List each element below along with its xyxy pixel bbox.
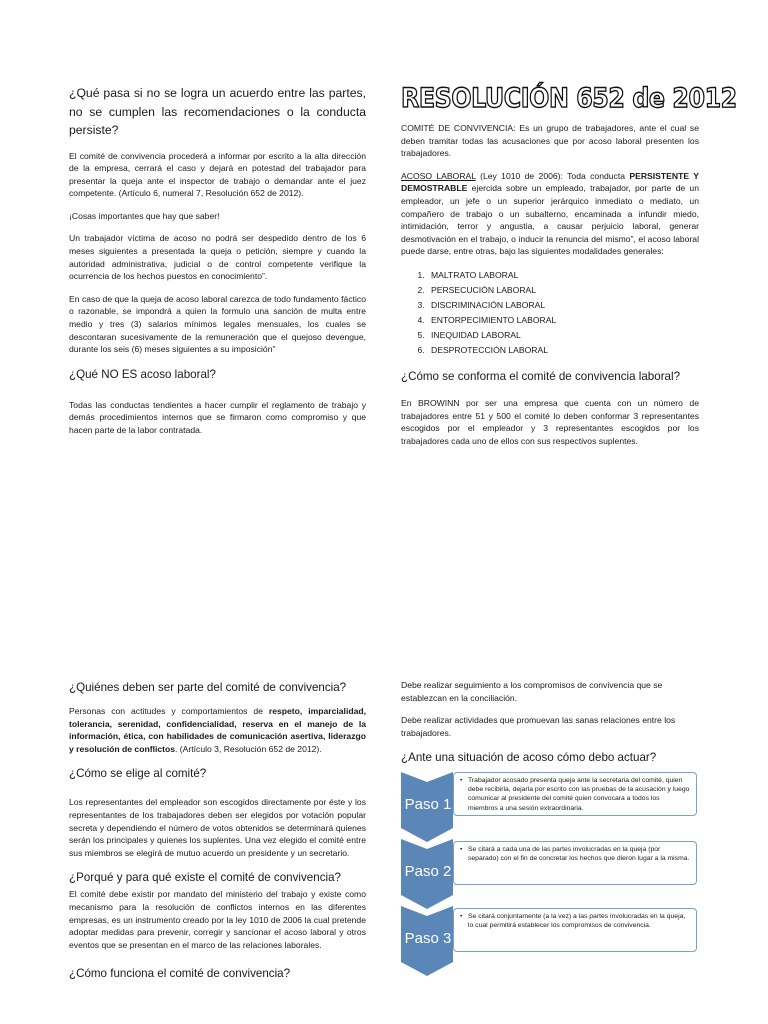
step-label: Paso 3 bbox=[404, 930, 452, 947]
paragraph-committee-formation: En BROWINN por ser una empresa que cuenta con un número de trabajadores entre 51 y 500 el comité lo deben conformar 3 representantes escogidos por el empleador y 3 representantes escogidos por los trabajadores cada uno de ellos con sus respectivos suplentes. bbox=[401, 397, 699, 446]
left-top-column bbox=[69, 84, 366, 447]
list-item: 6. DESPROTECCIÓN LABORAL bbox=[427, 343, 699, 358]
step-description bbox=[453, 908, 697, 952]
list-item: 4. ENTORPECIMIENTO LABORAL bbox=[427, 313, 699, 328]
important-things-heading: ¡Cosas importantes que hay que saber! bbox=[69, 210, 220, 221]
right-top-column bbox=[401, 83, 737, 457]
question-why-exists: ¿Porqué y para qué existe el comité de convivencia? bbox=[69, 871, 341, 885]
right-bottom-column bbox=[401, 679, 699, 776]
paragraph-how-elected: Los representantes del empleador son escogidos directamente por éste y los representantes de los trabajadores deben ser elegidos por votación popular secreta y dependiendo el número de votos obtenidos se determinará quienes serán los principales y quienes los suplentes. Una vez elegido el comité entre sus miembros se elegirá de mutuo acuerdo un presidente y un secretario. bbox=[69, 797, 366, 858]
members-bold: respeto, imparcialidad, tolerancia, serenidad, confidencialidad, reserva en el manejo de la información, ética, con habilidades de comunicación asertiva, liderazgo y resolución de conflictos bbox=[69, 706, 367, 754]
question-committee-formation: ¿Cómo se conforma el comité de convivencia laboral? bbox=[401, 369, 681, 383]
left-bottom-column bbox=[69, 679, 366, 992]
question-how-works: ¿Cómo funciona el comité de convivencia? bbox=[69, 967, 291, 981]
paragraph-activities: Debe realizar actividades que promuevan las sanas relaciones entre los trabajadores. bbox=[401, 715, 676, 738]
step-chevron bbox=[401, 839, 453, 911]
question-who-members: ¿Quiénes deben ser parte del comité de convivencia? bbox=[69, 681, 347, 694]
paragraph-not-harassment: Todas las conductas tendientes a hacer cumplir el reglamento de trabajo y demás procedimientos internos que se firmaron como compromiso y que hacen parte de la labor contratada. bbox=[69, 399, 366, 435]
step-chevron bbox=[401, 906, 453, 978]
question-not-harassment: ¿Qué NO ES acoso laboral? bbox=[69, 367, 216, 381]
harassment-text-a: (Ley 1010 de 2006): Toda conducta bbox=[475, 170, 630, 181]
step-label: Paso 1 bbox=[404, 796, 452, 813]
bullet-icon: • bbox=[460, 846, 463, 853]
members-text-a: Personas con actitudes y comportamientos de bbox=[69, 706, 269, 716]
harassment-label: ACOSO LABORAL bbox=[401, 170, 476, 181]
step-text: Se citará a cada una de las partes involucradas en la queja (por separado) con el fin de concretar los hechos que dieron lugar a la misma. bbox=[468, 846, 690, 863]
list-item: 5. INEQUIDAD LABORAL bbox=[427, 328, 699, 343]
paragraph-who-members bbox=[69, 705, 366, 755]
resolution-title: RESOLUCIÓN 652 de 2012 bbox=[401, 83, 737, 114]
step-text: Se citará conjuntamente (a la vez) a las partes involucradas en la queja, lo cual permitirá establecer los compromisos de convivencia. bbox=[468, 913, 686, 930]
bullet-icon: • bbox=[460, 913, 463, 920]
paragraph-committee-report: El comité de convivencia procederá a informar por escrito a la alta dirección de la empresa, cerrará el caso y dejará en potestad del trabajador para presentar la queja ante el inspector de trabajo o demandar ante el juez competente. (Artículo 6, numeral 7, Resolución 652 de 2012). bbox=[69, 150, 366, 199]
members-text-b: . (Artículo 3, Resolución 652 de 2012). bbox=[175, 743, 322, 754]
list-item: 3. DISCRIMINACIÓN LABORAL bbox=[427, 298, 699, 313]
step-3 bbox=[401, 906, 701, 970]
paragraph-why-exists: El comité debe existir por mandato del ministerio del trabajo y existe como mecanismo para la resolución de conflictos internos en las diferentes empresas, es un instrumento creado por la ley 1010 de 2006 la cual pretende adoptar medidas para prevenir, corregir y sancionar el acoso laboral y otros eventos que se presentan en el marco de las relaciones laborales. bbox=[69, 889, 366, 950]
paragraph-fine: En caso de que la queja de acoso laboral carezca de todo fundamento fáctico o razonable, se impondrá a quien la formulo una sanción de multa entre medio y tres (3) salarios mínimos legales mensuales, los cuales se descontaran sucesivamente de la remuneración que el quejoso devengue, durante los seis (6) meses siguientes a su imposición” bbox=[69, 293, 366, 355]
paragraph-no-dismissal: Un trabajador víctima de acoso no podrá ser despedido dentro de los 6 meses siguientes a presentada la queja o petición, siempre y cuando la autoridad administrativa, judicial o de control competente verifique la ocurrencia de los hechos puestos en conocimiento”. bbox=[69, 233, 366, 282]
step-label: Paso 2 bbox=[404, 863, 452, 880]
steps-diagram bbox=[401, 772, 701, 973]
paragraph-followup: Debe realizar seguimiento a los compromisos de convivencia que se establezcan en la conciliación. bbox=[401, 680, 663, 703]
question-how-to-act: ¿Ante una situación de acoso cómo debo actuar? bbox=[401, 751, 657, 765]
paragraph-committee-definition: COMITÉ DE CONVIVENCIA: Es un grupo de trabajadores, ante el cual se deben tramitar todas las acusaciones que por acoso laboral presenten los trabajadores. bbox=[401, 123, 699, 159]
list-item: 1. MALTRATO LABORAL bbox=[427, 268, 699, 283]
step-1 bbox=[401, 772, 701, 836]
harassment-types-list bbox=[401, 268, 699, 358]
step-description bbox=[453, 841, 697, 885]
question-how-elected: ¿Cómo se elige al comité? bbox=[69, 767, 207, 781]
step-text: Trabajador acosado presenta queja ante la secretaria del comité, quien debe recibirla, dejarla por escrito con las pruebas de la acusación y luego comunicar al presidente del comité quien convocara a todos los miembros a una sesión extraordinaria. bbox=[468, 777, 690, 812]
list-item: 2. PERSECUCIÓN LABORAL bbox=[427, 283, 699, 298]
harassment-bold: PERSISTENTE Y DEMOSTRABLE bbox=[401, 170, 700, 194]
harassment-text-b: ejercida sobre un empleado, trabajador, por parte de un empleador, un jefe o un superior jerárquico inmediato o mediato, un compañero de trabajo o un subalterno, encaminada a infundir miedo, intimidación, terror y angustia, a causar perjuicio laboral, generar desmotivación en el trabajo, o inducir la renuncia del mismo”, el acoso laboral puede darse, entre otras, bajo las siguientes modalidades generales: bbox=[401, 183, 699, 257]
paragraph-harassment-definition bbox=[401, 170, 699, 258]
step-description bbox=[453, 772, 697, 816]
question-no-agreement: ¿Qué pasa si no se logra un acuerdo entre las partes, no se cumplen las recomendaciones o la conducta persiste? bbox=[69, 86, 366, 137]
bullet-icon: • bbox=[460, 777, 463, 784]
step-2 bbox=[401, 839, 701, 903]
step-chevron bbox=[401, 772, 453, 844]
